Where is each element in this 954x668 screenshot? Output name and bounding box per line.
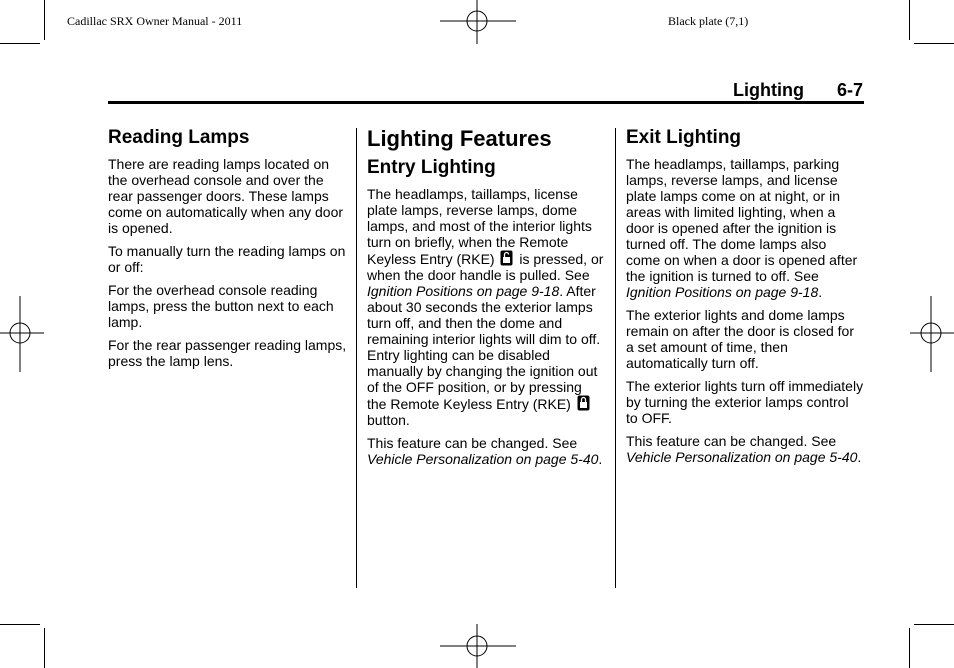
cross-reference-link[interactable]: Vehicle Personalization on page 5-40 (626, 449, 858, 465)
registration-mark-left (0, 296, 44, 372)
registration-mark-top (440, 0, 516, 44)
crop-mark (909, 0, 910, 40)
header-rule (108, 101, 864, 104)
paragraph: This feature can be changed. See Vehicle Personalization on page 5-40. (367, 435, 603, 467)
paragraph: To manually turn the reading lamps on or off: (108, 243, 346, 275)
crop-mark (914, 43, 954, 44)
paragraph: This feature can be changed. See Vehicle Personalization on page 5-40. (626, 433, 862, 465)
column-divider (615, 128, 616, 588)
cross-reference-link[interactable]: Ignition Positions on page 9-18 (626, 284, 819, 300)
unlock-icon (500, 250, 513, 266)
paragraph: The headlamps, taillamps, license plate lamps, reverse lamps, dome lamps, and most of the interior lights turn on briefly, when the Remote Keyless Entry (RKE) is pressed, or when the door handle is pulled. See Ignition Positions on page 9-18. After about 30 seconds the exterior lamps turn off, and then the dome and remaining interior lights will dim to off. Entry lighting can be disabled manually by changing the ignition out of the OFF position, or by pressing the Remote Keyless Entry (RKE) button. (367, 186, 604, 428)
header-page-number: 6-7 (837, 80, 864, 100)
paragraph: For the rear passenger reading lamps, press the lamp lens. (108, 337, 347, 369)
registration-mark-right (910, 296, 954, 372)
chapter-title: Lighting Features (367, 126, 552, 151)
paragraph: For the overhead console reading lamps, press the button next to each lamp. (108, 282, 334, 330)
column-exit-lighting (626, 126, 864, 472)
slug-left: Cadillac SRX Owner Manual - 2011 (67, 14, 243, 28)
crop-mark (0, 43, 40, 44)
slug-right: Black plate (7,1) (668, 14, 749, 28)
section-title: Entry Lighting (367, 157, 496, 178)
column-lighting-features (367, 126, 605, 474)
section-title: Exit Lighting (626, 127, 742, 148)
cross-reference-link[interactable]: Vehicle Personalization on page 5-40 (367, 451, 599, 467)
paragraph: There are reading lamps located on the overhead console and over the rear passenger doors. These lamps come on automatically when any door is opened. (108, 156, 344, 236)
section-title: Reading Lamps (108, 127, 250, 148)
crop-mark (0, 624, 40, 625)
column-divider (356, 128, 357, 588)
paragraph: The headlamps, taillamps, parking lamps, reverse lamps, and license plate lamps come on at night, or in areas with limited lighting, when a door is opened after the ignition is turned off. The dome lamps also come on when a door is opened after the ignition is turned to off. See Ignition Positions on page 9-18. (626, 156, 858, 300)
crop-mark (914, 624, 954, 625)
registration-mark-bottom (440, 624, 516, 668)
crop-mark (44, 0, 45, 40)
cross-reference-link[interactable]: Ignition Positions on page 9-18 (367, 283, 560, 299)
crop-mark (909, 628, 910, 668)
paragraph: The exterior lights and dome lamps remain on after the door is closed for a set amount of time, then automatically turn off. (626, 307, 855, 371)
paragraph: The exterior lights turn off immediately by turning the exterior lamps control to OFF. (626, 378, 864, 426)
crop-mark (44, 628, 45, 668)
header-section: Lighting (733, 80, 804, 100)
column-reading-lamps (108, 126, 348, 376)
lock-icon (577, 395, 590, 411)
